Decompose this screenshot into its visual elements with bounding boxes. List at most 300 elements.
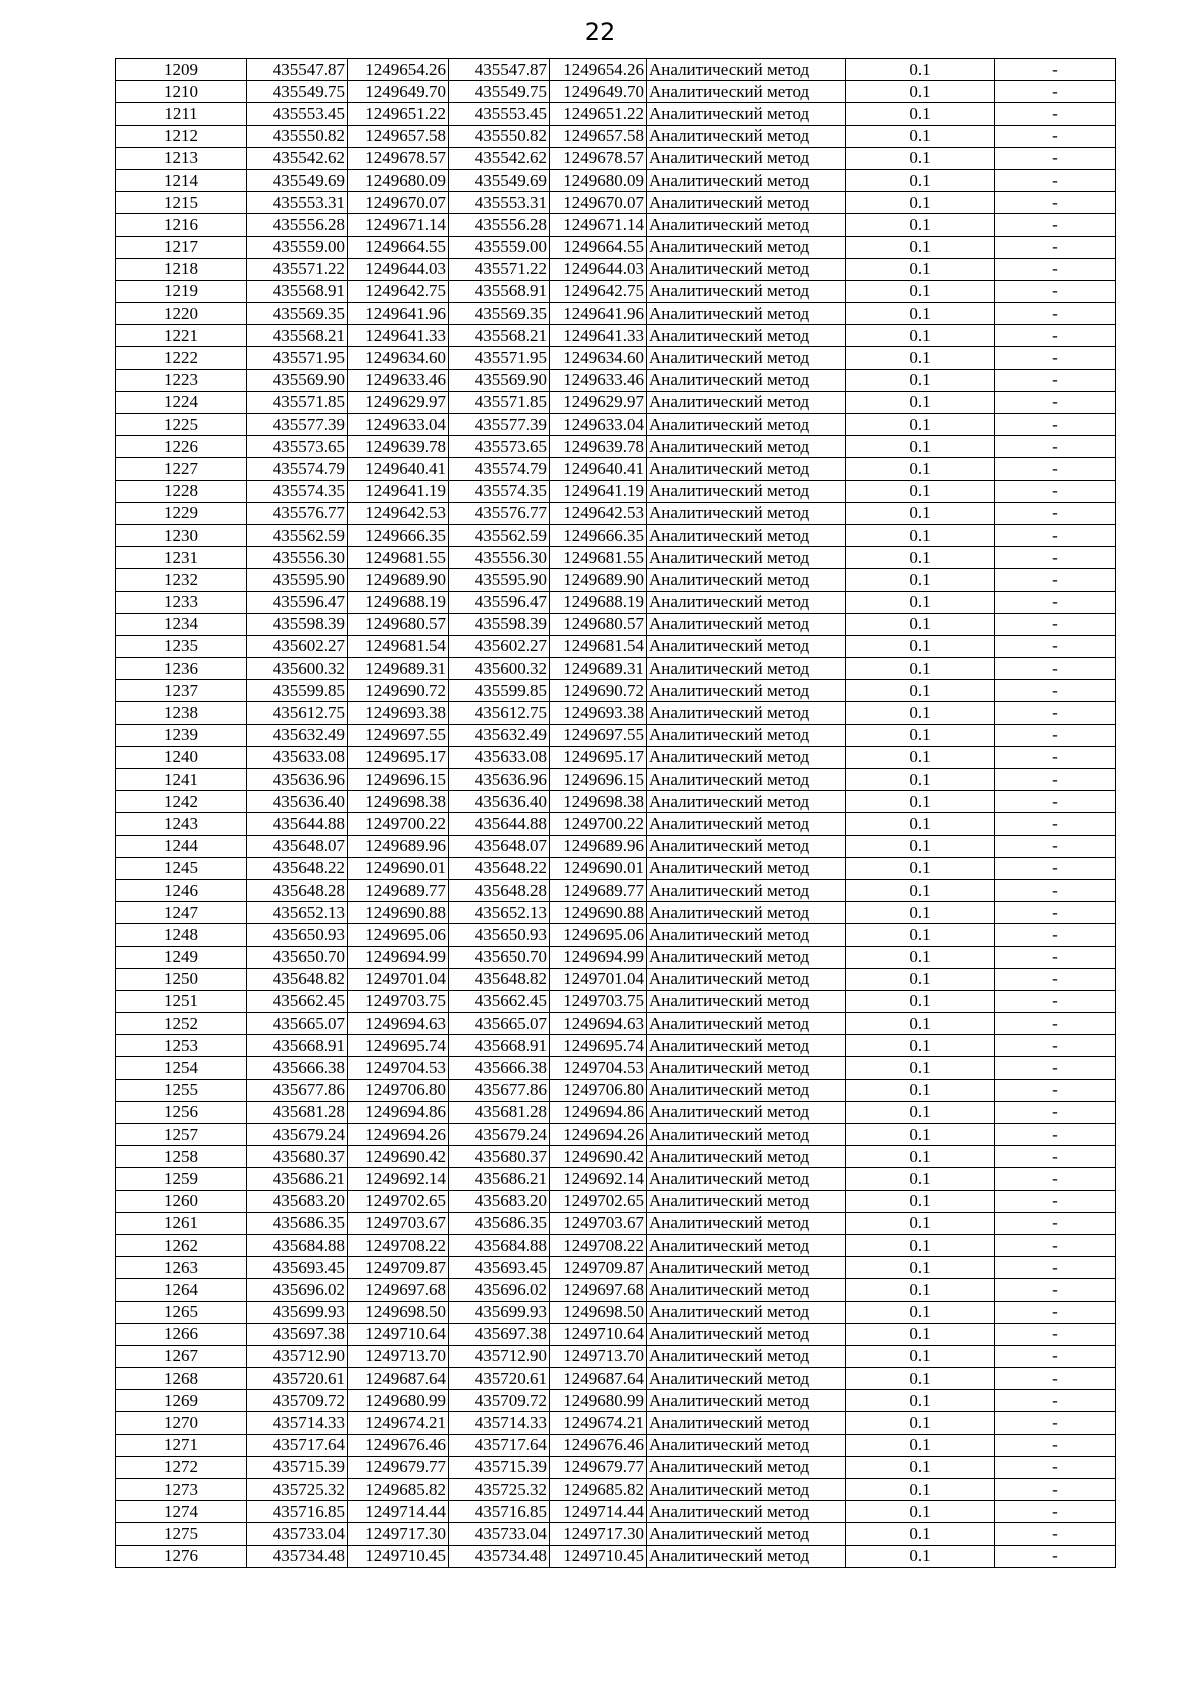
method-cell: Аналитический метод [647, 1456, 846, 1478]
note-cell: - [995, 59, 1116, 81]
y-coordinate-cell: 1249714.44 [550, 1501, 647, 1523]
y-coordinate-cell: 1249694.63 [348, 1013, 449, 1035]
table-row [116, 192, 1116, 214]
y-coordinate-cell: 1249695.17 [348, 746, 449, 768]
note-cell: - [995, 879, 1116, 901]
note-cell: - [995, 369, 1116, 391]
method-cell: Аналитический метод [647, 325, 846, 347]
x-coordinate-cell: 435733.04 [449, 1523, 550, 1545]
y-coordinate-cell: 1249713.70 [550, 1345, 647, 1367]
point-number-cell: 1257 [116, 1124, 247, 1146]
x-coordinate-cell: 435553.45 [247, 103, 348, 125]
x-coordinate-cell: 435709.72 [247, 1390, 348, 1412]
x-coordinate-cell: 435549.69 [449, 169, 550, 191]
table-row [116, 1501, 1116, 1523]
table-row [116, 125, 1116, 147]
x-coordinate-cell: 435652.13 [247, 902, 348, 924]
y-coordinate-cell: 1249651.22 [550, 103, 647, 125]
y-coordinate-cell: 1249694.99 [550, 946, 647, 968]
note-cell: - [995, 990, 1116, 1012]
x-coordinate-cell: 435571.95 [449, 347, 550, 369]
method-cell: Аналитический метод [647, 990, 846, 1012]
note-cell: - [995, 791, 1116, 813]
x-coordinate-cell: 435633.08 [247, 746, 348, 768]
table-row [116, 1345, 1116, 1367]
method-cell: Аналитический метод [647, 879, 846, 901]
note-cell: - [995, 1013, 1116, 1035]
y-coordinate-cell: 1249680.99 [348, 1390, 449, 1412]
method-cell: Аналитический метод [647, 635, 846, 657]
method-cell: Аналитический метод [647, 702, 846, 724]
y-coordinate-cell: 1249641.33 [550, 325, 647, 347]
y-coordinate-cell: 1249704.53 [550, 1057, 647, 1079]
note-cell: - [995, 569, 1116, 591]
x-coordinate-cell: 435684.88 [247, 1234, 348, 1256]
point-number-cell: 1215 [116, 192, 247, 214]
x-coordinate-cell: 435547.87 [247, 59, 348, 81]
x-coordinate-cell: 435549.75 [449, 81, 550, 103]
method-cell: Аналитический метод [647, 1390, 846, 1412]
y-coordinate-cell: 1249642.75 [550, 280, 647, 302]
table-row [116, 1035, 1116, 1057]
y-coordinate-cell: 1249641.19 [550, 480, 647, 502]
y-coordinate-cell: 1249679.77 [550, 1456, 647, 1478]
point-number-cell: 1237 [116, 680, 247, 702]
x-coordinate-cell: 435725.32 [247, 1479, 348, 1501]
accuracy-cell: 0.1 [846, 1434, 995, 1456]
note-cell: - [995, 1523, 1116, 1545]
x-coordinate-cell: 435686.21 [247, 1168, 348, 1190]
accuracy-cell: 0.1 [846, 990, 995, 1012]
x-coordinate-cell: 435636.96 [449, 769, 550, 791]
y-coordinate-cell: 1249701.04 [348, 968, 449, 990]
note-cell: - [995, 1390, 1116, 1412]
x-coordinate-cell: 435568.91 [449, 280, 550, 302]
note-cell: - [995, 1434, 1116, 1456]
note-cell: - [995, 169, 1116, 191]
point-number-cell: 1235 [116, 635, 247, 657]
note-cell: - [995, 1323, 1116, 1345]
y-coordinate-cell: 1249689.77 [348, 879, 449, 901]
y-coordinate-cell: 1249702.65 [550, 1190, 647, 1212]
point-number-cell: 1248 [116, 924, 247, 946]
y-coordinate-cell: 1249629.97 [348, 391, 449, 413]
method-cell: Аналитический метод [647, 613, 846, 635]
y-coordinate-cell: 1249678.57 [550, 147, 647, 169]
point-number-cell: 1233 [116, 591, 247, 613]
accuracy-cell: 0.1 [846, 258, 995, 280]
table-row [116, 1301, 1116, 1323]
x-coordinate-cell: 435648.07 [247, 835, 348, 857]
y-coordinate-cell: 1249681.54 [550, 635, 647, 657]
point-number-cell: 1241 [116, 769, 247, 791]
point-number-cell: 1251 [116, 990, 247, 1012]
accuracy-cell: 0.1 [846, 1523, 995, 1545]
y-coordinate-cell: 1249680.99 [550, 1390, 647, 1412]
note-cell: - [995, 1345, 1116, 1367]
x-coordinate-cell: 435650.70 [247, 946, 348, 968]
table-row [116, 236, 1116, 258]
x-coordinate-cell: 435632.49 [449, 724, 550, 746]
method-cell: Аналитический метод [647, 680, 846, 702]
method-cell: Аналитический метод [647, 835, 846, 857]
accuracy-cell: 0.1 [846, 1190, 995, 1212]
y-coordinate-cell: 1249709.87 [348, 1257, 449, 1279]
y-coordinate-cell: 1249633.04 [348, 414, 449, 436]
method-cell: Аналитический метод [647, 280, 846, 302]
accuracy-cell: 0.1 [846, 480, 995, 502]
table-row [116, 59, 1116, 81]
y-coordinate-cell: 1249644.03 [348, 258, 449, 280]
y-coordinate-cell: 1249714.44 [348, 1501, 449, 1523]
point-number-cell: 1225 [116, 414, 247, 436]
table-row [116, 1212, 1116, 1234]
x-coordinate-cell: 435598.39 [449, 613, 550, 635]
accuracy-cell: 0.1 [846, 1079, 995, 1101]
table-row [116, 280, 1116, 302]
point-number-cell: 1234 [116, 613, 247, 635]
y-coordinate-cell: 1249690.88 [348, 902, 449, 924]
x-coordinate-cell: 435547.87 [449, 59, 550, 81]
table-row [116, 258, 1116, 280]
y-coordinate-cell: 1249642.53 [348, 502, 449, 524]
y-coordinate-cell: 1249694.99 [348, 946, 449, 968]
table-row [116, 702, 1116, 724]
x-coordinate-cell: 435648.22 [247, 857, 348, 879]
table-row [116, 1545, 1116, 1567]
x-coordinate-cell: 435576.77 [449, 502, 550, 524]
method-cell: Аналитический метод [647, 547, 846, 569]
method-cell: Аналитический метод [647, 658, 846, 680]
method-cell: Аналитический метод [647, 1279, 846, 1301]
note-cell: - [995, 1101, 1116, 1123]
accuracy-cell: 0.1 [846, 569, 995, 591]
y-coordinate-cell: 1249698.38 [348, 791, 449, 813]
y-coordinate-cell: 1249710.64 [348, 1323, 449, 1345]
note-cell: - [995, 702, 1116, 724]
y-coordinate-cell: 1249695.17 [550, 746, 647, 768]
method-cell: Аналитический метод [647, 968, 846, 990]
method-cell: Аналитический метод [647, 1345, 846, 1367]
note-cell: - [995, 147, 1116, 169]
accuracy-cell: 0.1 [846, 835, 995, 857]
y-coordinate-cell: 1249680.09 [348, 169, 449, 191]
x-coordinate-cell: 435666.38 [247, 1057, 348, 1079]
x-coordinate-cell: 435612.75 [449, 702, 550, 724]
x-coordinate-cell: 435559.00 [247, 236, 348, 258]
point-number-cell: 1232 [116, 569, 247, 591]
y-coordinate-cell: 1249689.96 [550, 835, 647, 857]
x-coordinate-cell: 435644.88 [449, 813, 550, 835]
x-coordinate-cell: 435571.85 [247, 391, 348, 413]
table-row [116, 502, 1116, 524]
method-cell: Аналитический метод [647, 1190, 846, 1212]
x-coordinate-cell: 435574.79 [449, 458, 550, 480]
point-number-cell: 1210 [116, 81, 247, 103]
y-coordinate-cell: 1249697.55 [348, 724, 449, 746]
table-row [116, 169, 1116, 191]
method-cell: Аналитический метод [647, 1101, 846, 1123]
y-coordinate-cell: 1249695.06 [348, 924, 449, 946]
y-coordinate-cell: 1249717.30 [550, 1523, 647, 1545]
y-coordinate-cell: 1249680.57 [550, 613, 647, 635]
table-row [116, 1013, 1116, 1035]
table-row [116, 990, 1116, 1012]
table-row [116, 946, 1116, 968]
method-cell: Аналитический метод [647, 81, 846, 103]
accuracy-cell: 0.1 [846, 147, 995, 169]
note-cell: - [995, 1124, 1116, 1146]
point-number-cell: 1239 [116, 724, 247, 746]
note-cell: - [995, 547, 1116, 569]
x-coordinate-cell: 435574.35 [449, 480, 550, 502]
method-cell: Аналитический метод [647, 258, 846, 280]
accuracy-cell: 0.1 [846, 1301, 995, 1323]
note-cell: - [995, 1190, 1116, 1212]
x-coordinate-cell: 435636.96 [247, 769, 348, 791]
y-coordinate-cell: 1249692.14 [348, 1168, 449, 1190]
table-row [116, 924, 1116, 946]
method-cell: Аналитический метод [647, 1079, 846, 1101]
x-coordinate-cell: 435668.91 [449, 1035, 550, 1057]
accuracy-cell: 0.1 [846, 1501, 995, 1523]
y-coordinate-cell: 1249706.80 [348, 1079, 449, 1101]
accuracy-cell: 0.1 [846, 125, 995, 147]
y-coordinate-cell: 1249680.57 [348, 613, 449, 635]
note-cell: - [995, 236, 1116, 258]
x-coordinate-cell: 435650.70 [449, 946, 550, 968]
table-row [116, 1168, 1116, 1190]
x-coordinate-cell: 435665.07 [247, 1013, 348, 1035]
y-coordinate-cell: 1249693.38 [348, 702, 449, 724]
note-cell: - [995, 1168, 1116, 1190]
method-cell: Аналитический метод [647, 347, 846, 369]
x-coordinate-cell: 435612.75 [247, 702, 348, 724]
y-coordinate-cell: 1249695.74 [550, 1035, 647, 1057]
accuracy-cell: 0.1 [846, 524, 995, 546]
accuracy-cell: 0.1 [846, 280, 995, 302]
x-coordinate-cell: 435681.28 [247, 1101, 348, 1123]
note-cell: - [995, 391, 1116, 413]
y-coordinate-cell: 1249690.01 [550, 857, 647, 879]
y-coordinate-cell: 1249649.70 [550, 81, 647, 103]
note-cell: - [995, 1057, 1116, 1079]
x-coordinate-cell: 435720.61 [247, 1368, 348, 1390]
method-cell: Аналитический метод [647, 813, 846, 835]
point-number-cell: 1244 [116, 835, 247, 857]
x-coordinate-cell: 435569.90 [247, 369, 348, 391]
table-row [116, 524, 1116, 546]
point-number-cell: 1266 [116, 1323, 247, 1345]
x-coordinate-cell: 435549.75 [247, 81, 348, 103]
y-coordinate-cell: 1249674.21 [348, 1412, 449, 1434]
x-coordinate-cell: 435648.82 [247, 968, 348, 990]
y-coordinate-cell: 1249694.26 [550, 1124, 647, 1146]
point-number-cell: 1226 [116, 436, 247, 458]
accuracy-cell: 0.1 [846, 1146, 995, 1168]
x-coordinate-cell: 435569.35 [247, 303, 348, 325]
point-number-cell: 1217 [116, 236, 247, 258]
y-coordinate-cell: 1249700.22 [550, 813, 647, 835]
x-coordinate-cell: 435553.45 [449, 103, 550, 125]
x-coordinate-cell: 435679.24 [247, 1124, 348, 1146]
y-coordinate-cell: 1249694.86 [348, 1101, 449, 1123]
x-coordinate-cell: 435569.35 [449, 303, 550, 325]
point-number-cell: 1238 [116, 702, 247, 724]
y-coordinate-cell: 1249671.14 [550, 214, 647, 236]
note-cell: - [995, 1368, 1116, 1390]
note-cell: - [995, 1301, 1116, 1323]
point-number-cell: 1243 [116, 813, 247, 835]
point-number-cell: 1262 [116, 1234, 247, 1256]
x-coordinate-cell: 435717.64 [449, 1434, 550, 1456]
x-coordinate-cell: 435550.82 [247, 125, 348, 147]
y-coordinate-cell: 1249694.26 [348, 1124, 449, 1146]
y-coordinate-cell: 1249694.63 [550, 1013, 647, 1035]
note-cell: - [995, 1279, 1116, 1301]
accuracy-cell: 0.1 [846, 1479, 995, 1501]
y-coordinate-cell: 1249641.96 [550, 303, 647, 325]
point-number-cell: 1229 [116, 502, 247, 524]
point-number-cell: 1218 [116, 258, 247, 280]
y-coordinate-cell: 1249678.57 [348, 147, 449, 169]
point-number-cell: 1224 [116, 391, 247, 413]
y-coordinate-cell: 1249698.50 [550, 1301, 647, 1323]
y-coordinate-cell: 1249690.42 [550, 1146, 647, 1168]
table-row [116, 879, 1116, 901]
table-row [116, 547, 1116, 569]
y-coordinate-cell: 1249664.55 [550, 236, 647, 258]
x-coordinate-cell: 435571.22 [449, 258, 550, 280]
table-row [116, 214, 1116, 236]
table-row [116, 1523, 1116, 1545]
point-number-cell: 1240 [116, 746, 247, 768]
y-coordinate-cell: 1249688.19 [348, 591, 449, 613]
note-cell: - [995, 414, 1116, 436]
point-number-cell: 1247 [116, 902, 247, 924]
accuracy-cell: 0.1 [846, 791, 995, 813]
table-row [116, 569, 1116, 591]
x-coordinate-cell: 435602.27 [449, 635, 550, 657]
method-cell: Аналитический метод [647, 1545, 846, 1567]
method-cell: Аналитический метод [647, 1124, 846, 1146]
note-cell: - [995, 1146, 1116, 1168]
table-row [116, 680, 1116, 702]
accuracy-cell: 0.1 [846, 1368, 995, 1390]
method-cell: Аналитический метод [647, 1168, 846, 1190]
table-row [116, 835, 1116, 857]
accuracy-cell: 0.1 [846, 547, 995, 569]
point-number-cell: 1246 [116, 879, 247, 901]
y-coordinate-cell: 1249664.55 [348, 236, 449, 258]
note-cell: - [995, 214, 1116, 236]
note-cell: - [995, 125, 1116, 147]
y-coordinate-cell: 1249657.58 [550, 125, 647, 147]
note-cell: - [995, 658, 1116, 680]
table-row [116, 369, 1116, 391]
x-coordinate-cell: 435568.21 [449, 325, 550, 347]
point-number-cell: 1230 [116, 524, 247, 546]
y-coordinate-cell: 1249690.88 [550, 902, 647, 924]
method-cell: Аналитический метод [647, 369, 846, 391]
y-coordinate-cell: 1249633.46 [550, 369, 647, 391]
method-cell: Аналитический метод [647, 436, 846, 458]
x-coordinate-cell: 435733.04 [247, 1523, 348, 1545]
y-coordinate-cell: 1249710.45 [348, 1545, 449, 1567]
x-coordinate-cell: 435595.90 [449, 569, 550, 591]
accuracy-cell: 0.1 [846, 81, 995, 103]
x-coordinate-cell: 435734.48 [247, 1545, 348, 1567]
note-cell: - [995, 436, 1116, 458]
table-row [116, 857, 1116, 879]
x-coordinate-cell: 435562.59 [247, 524, 348, 546]
y-coordinate-cell: 1249701.04 [550, 968, 647, 990]
y-coordinate-cell: 1249695.74 [348, 1035, 449, 1057]
accuracy-cell: 0.1 [846, 59, 995, 81]
y-coordinate-cell: 1249710.64 [550, 1323, 647, 1345]
note-cell: - [995, 902, 1116, 924]
y-coordinate-cell: 1249696.15 [550, 769, 647, 791]
y-coordinate-cell: 1249681.55 [348, 547, 449, 569]
x-coordinate-cell: 435648.82 [449, 968, 550, 990]
y-coordinate-cell: 1249634.60 [550, 347, 647, 369]
point-number-cell: 1227 [116, 458, 247, 480]
y-coordinate-cell: 1249708.22 [348, 1234, 449, 1256]
y-coordinate-cell: 1249640.41 [550, 458, 647, 480]
note-cell: - [995, 1234, 1116, 1256]
y-coordinate-cell: 1249670.07 [550, 192, 647, 214]
table-row [116, 1234, 1116, 1256]
table-row [116, 1434, 1116, 1456]
point-number-cell: 1258 [116, 1146, 247, 1168]
x-coordinate-cell: 435549.69 [247, 169, 348, 191]
accuracy-cell: 0.1 [846, 924, 995, 946]
table-row [116, 1057, 1116, 1079]
accuracy-cell: 0.1 [846, 1035, 995, 1057]
x-coordinate-cell: 435574.35 [247, 480, 348, 502]
x-coordinate-cell: 435709.72 [449, 1390, 550, 1412]
accuracy-cell: 0.1 [846, 1545, 995, 1567]
x-coordinate-cell: 435600.32 [247, 658, 348, 680]
x-coordinate-cell: 435632.49 [247, 724, 348, 746]
method-cell: Аналитический метод [647, 1412, 846, 1434]
method-cell: Аналитический метод [647, 769, 846, 791]
note-cell: - [995, 724, 1116, 746]
table-row [116, 103, 1116, 125]
note-cell: - [995, 1212, 1116, 1234]
y-coordinate-cell: 1249689.31 [550, 658, 647, 680]
x-coordinate-cell: 435725.32 [449, 1479, 550, 1501]
x-coordinate-cell: 435542.62 [449, 147, 550, 169]
note-cell: - [995, 280, 1116, 302]
point-number-cell: 1261 [116, 1212, 247, 1234]
x-coordinate-cell: 435636.40 [247, 791, 348, 813]
x-coordinate-cell: 435696.02 [449, 1279, 550, 1301]
y-coordinate-cell: 1249687.64 [550, 1368, 647, 1390]
method-cell: Аналитический метод [647, 1234, 846, 1256]
y-coordinate-cell: 1249690.42 [348, 1146, 449, 1168]
y-coordinate-cell: 1249687.64 [348, 1368, 449, 1390]
x-coordinate-cell: 435574.79 [247, 458, 348, 480]
accuracy-cell: 0.1 [846, 946, 995, 968]
x-coordinate-cell: 435648.28 [449, 879, 550, 901]
x-coordinate-cell: 435665.07 [449, 1013, 550, 1035]
accuracy-cell: 0.1 [846, 1212, 995, 1234]
point-number-cell: 1245 [116, 857, 247, 879]
note-cell: - [995, 81, 1116, 103]
point-number-cell: 1221 [116, 325, 247, 347]
x-coordinate-cell: 435715.39 [247, 1456, 348, 1478]
